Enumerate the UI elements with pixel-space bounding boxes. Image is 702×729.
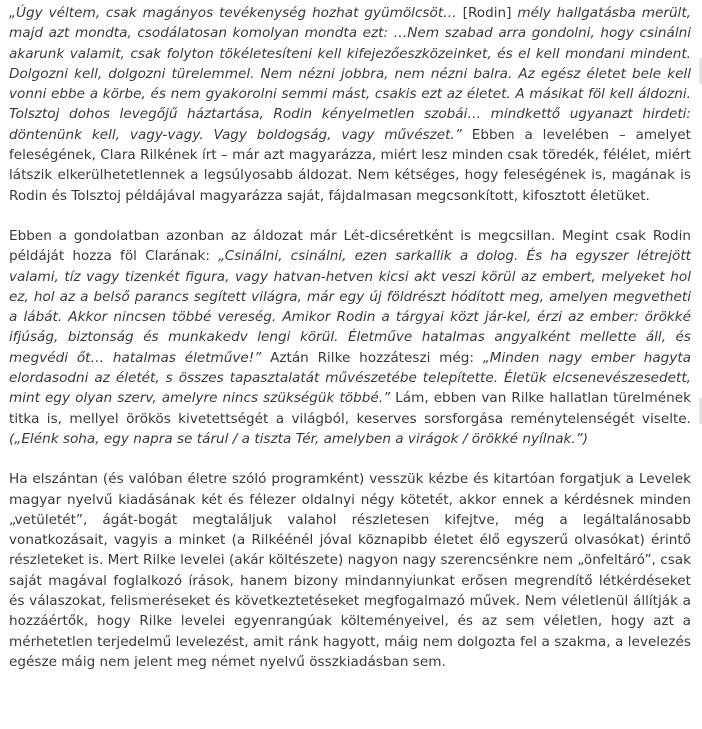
italic-quote-text: „Úgy véltem, csak magányos tevékenység hozhat gyümölcsöt… xyxy=(9,5,463,21)
article-body xyxy=(9,3,691,692)
body-text: Ha elszántan (és valóban életre szóló programként) vesszük kézbe és kitartóan forgatjuk a Levelek magyar nyelvű kiadásának két és félezer oldalnyi négy kötetét, akkor ennek a kérdésnek minden „vetületét”, ágát-bogát megtaláljuk valahol részletesen kifejtve, még a legáltalánosabb vonatkozásait, vagyis a minket (a Rilkéénél jóval köznapibb életet élő egyszerű olvasókat) érintő részleteket is. Mert Rilke levelei (akár költészete) nagyon nagy szerencsénkre nem „önfeltáró”, csak saját magával foglalkozó írások, hanem bizony mindannyiunkat erősen megrendítő létkérdéseket és válaszokat, felismeréseket és következtetéseket megfogalmazó művek. Nem véletlenül állítják a hozzáértők, hogy Rilke levelei egyenrangúak költeményeivel, és az sem véletlen, hogy azt a mérhetetlen terjedelmű levelezést, amit ránk hagyott, máig nem dolgozta fel a szakma, a levelezés egésze máig nem jelent meg német nyelvű összkiadásban sem. xyxy=(9,471,691,670)
italic-quote-text: mély hallgatásba merült, majd azt mondta, csodálatosan komolyan mondta ezt: …Nem szabad arra gondolni, hogy csinálni akarunk valamit, csak folyton tökéletesíteni kell kifejezőeszközeinket, és el kell mondani mindent. Dolgozni kell, dolgozni türelemmel. Nem nézni jobbra, nem nézni balra. Az egész életet bele kell vonni ebbe a körbe, és nem gyakorolni semmi mást, csakis ezt az életet. A másikat föl kell áldozni. Tolsztoj dohos levegőjű háztartása, Rodin kényelmetlen szobái… mindkettő ugyanazt hirdeti: döntenünk kell, vagy-vagy. Vagy boldogság, vagy művészet.” xyxy=(9,5,691,143)
body-text: Aztán Rilke hozzáteszi még: xyxy=(261,349,483,366)
italic-quote-text: „Csinálni, csinálni, ezen sarkallik a dolog. És ha egyszer létrejött valami, tíz vagy tizenkét figura, vagy hatvan-hetven kicsi akt veszi körül az embert, melyeket hol ez, hol az a belső parancs segített világra, már egy új földrészt hódított meg, amelyen megvetheti a lábát. Akkor nincsen többé vereség. Amikor Rodin a tárgyai közt jár-kel, érzi az ember: örökké ifjúság, biztonság és munkakedv lengi körül. Életműve hatalmas angyalként mellette áll, és megvédi őt… hatalmas életműve!” xyxy=(9,248,691,366)
body-text: Ebben a levelében – amelyet feleségének, Clara Rilkének írt – már azt magyarázza, miért lesz minden csak töredék, félélet, miért látszik elkerülhetetlennek a legsúlyosabb áldozat. Nem kétséges, hogy feleségének is, magának is Rodin és Tolsztoj példájával magyarázza saját, fájdalmasan megcsonkított, kifosztott életüket. xyxy=(9,126,691,204)
body-text: [Rodin] xyxy=(462,5,512,21)
scrollbar[interactable] xyxy=(697,0,702,729)
italic-quote-text: „Minden nagy ember hagyta elordasodni az életét, s összes tapasztalatát művészetébe telepítette. Életük elcsenevészesedett, mint egy olyan szerv, amelyre nincs szükségük többé.” xyxy=(9,349,691,407)
paragraph-levelek xyxy=(9,469,691,672)
italic-quote-text: („Elénk soha, egy napra se tárul / a tiszta Tér, amelyben a virágok / örökké nyílnak.”) xyxy=(9,430,589,447)
paragraph-let-dicseret xyxy=(9,226,691,449)
paragraph-rodin-quote xyxy=(9,3,691,206)
body-text: Lám, ebben van Rilke hallatlan türelmének titka is, mellyel örökös kivetettségét a világból, keserves sorsforgása reménytelenségét viselte. xyxy=(9,390,691,427)
body-text: Ebben a gondolatban azonban az áldozat már Lét-dicséretként is megcsillan. Megint csak Rodin példáját hozza föl Clarának: xyxy=(9,227,691,265)
